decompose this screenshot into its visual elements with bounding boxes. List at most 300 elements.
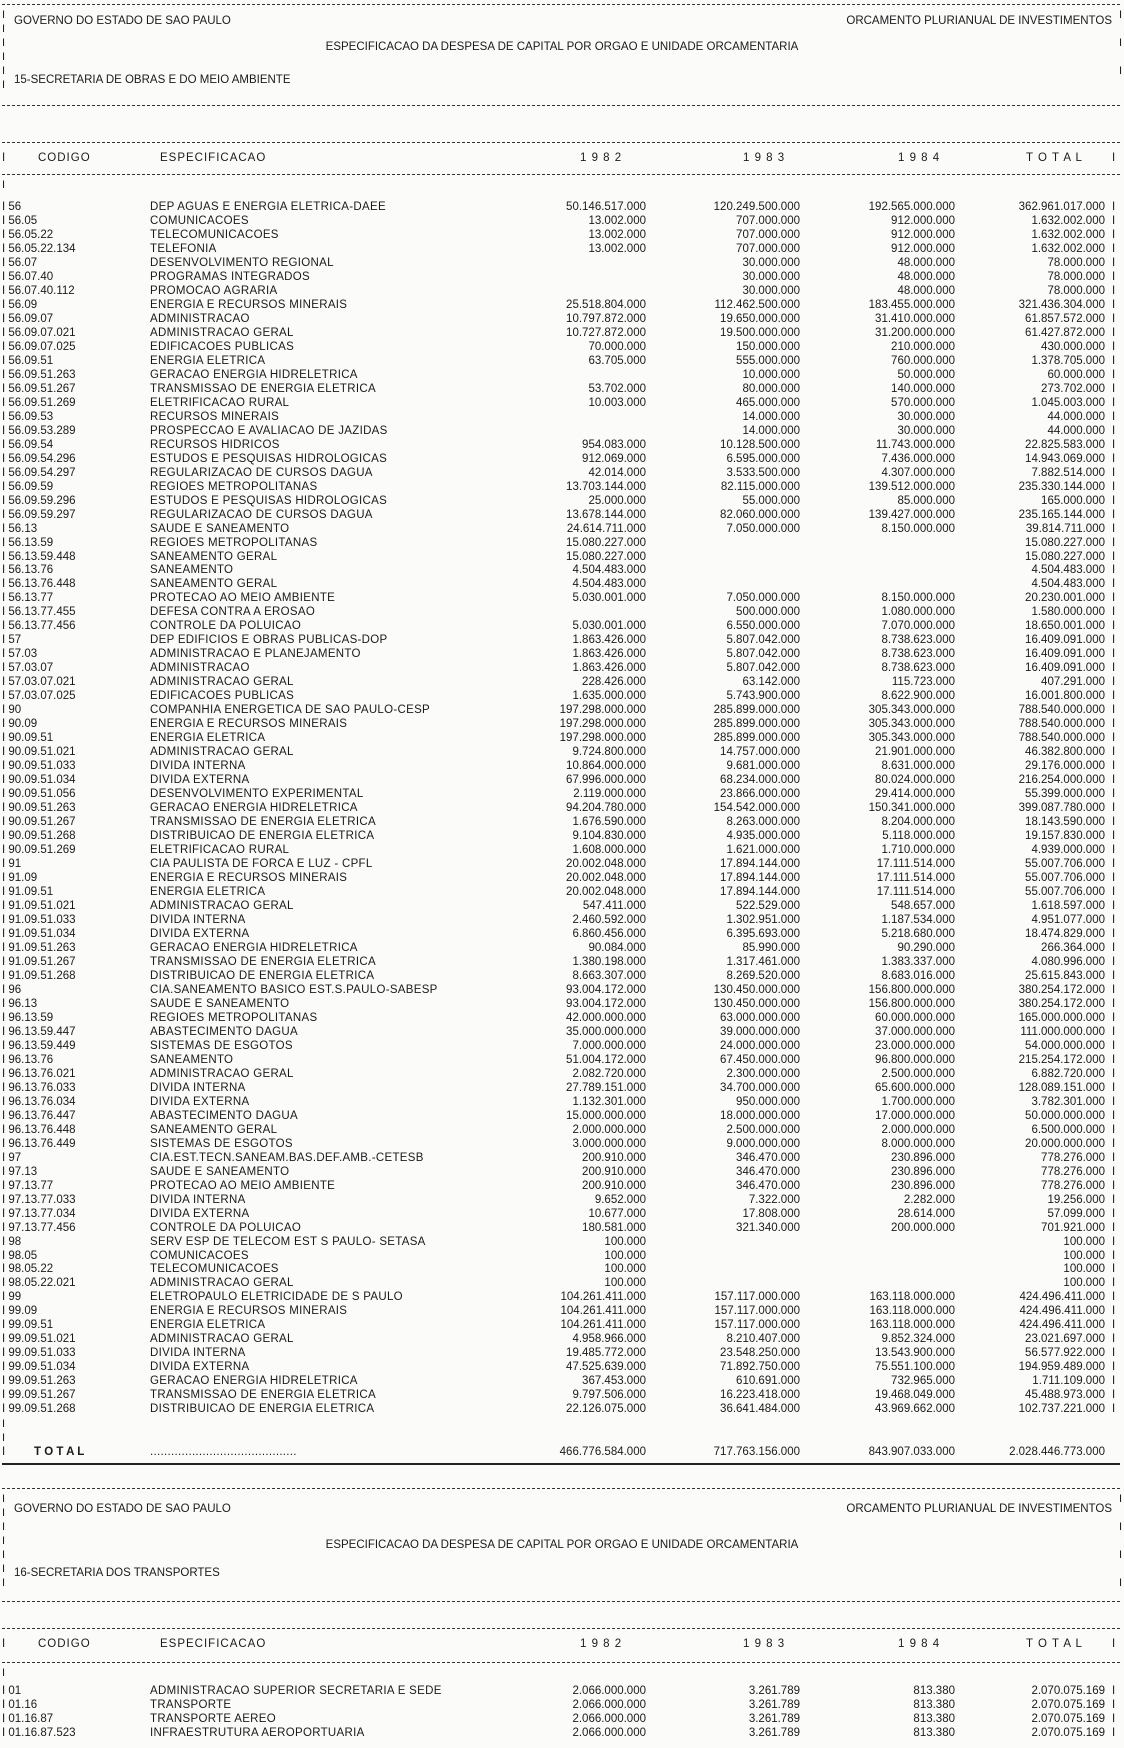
row-1983: 30.000.000 [742,270,800,283]
row-1983: 610.691.000 [736,1375,800,1388]
row-1983: 8.210.407.000 [726,1333,800,1346]
row-1982: 10.727.872.000 [566,326,646,339]
table-row [0,592,1124,606]
border-mark: I [2,1418,6,1431]
bar-mark: I [1112,242,1116,255]
row-1982: 10.864.000.000 [566,760,646,773]
row-1983: 9.681.000.000 [726,760,800,773]
table-row [0,1068,1124,1082]
row-1982: 9.724.800.000 [572,746,646,759]
bar-mark: I [1112,340,1116,353]
row-1984: 96.800.000.000 [875,1053,955,1066]
row-1983: 157.117.000.000 [714,1319,800,1332]
bar-mark: I [1112,1137,1116,1150]
row-especificacao: RECURSOS HIDRICOS [150,438,280,451]
row-1984: 2.000.000.000 [881,1123,955,1136]
row-1984: 912.000.000 [891,214,955,227]
bar-mark: I [1112,1277,1116,1290]
row-1984: 8.738.623.000 [881,634,955,647]
row-1982: 15.000.000.000 [566,1109,646,1122]
border-mark: I [2,1507,6,1519]
row-especificacao: ESTUDOS E PESQUISAS HIDROLOGICAS [150,452,388,465]
row-1984: 7.436.000.000 [881,452,955,465]
row-especificacao: DIVIDA INTERNA [150,913,246,926]
bar-mark: I [1112,1123,1116,1136]
row-1984: 230.896.000 [891,1165,955,1178]
bar-mark: I [1112,494,1116,507]
row-1983: 3.261.789 [748,1685,800,1697]
bar-mark: I [2,1638,7,1650]
border-mark: I [2,37,6,49]
row-especificacao: DIVIDA INTERNA [150,1081,246,1094]
row-1983: 112.462.500.000 [714,298,800,311]
row-1984: 1.700.000.000 [881,1095,955,1108]
row-1984: 200.000.000 [891,1221,955,1234]
row-total: 23.021.697.000 [1025,1333,1105,1346]
table-row [0,439,1124,453]
row-1983: 707.000.000 [736,242,800,255]
row-total: 50.000.000.000 [1025,1109,1105,1122]
row-total: 266.364.000 [1041,941,1105,954]
column-y1982: 1 9 8 2 [580,152,623,164]
bar-mark: I [1112,774,1116,787]
row-1984: 1.187.534.000 [881,913,955,926]
row-1982: 5.030.001.000 [572,592,646,605]
row-especificacao: ENERGIA ELETRICA [150,886,266,899]
header-left: GOVERNO DO ESTADO DE SAO PAULO [14,1503,231,1515]
bar-mark: I [1112,564,1116,577]
row-especificacao: ADMINISTRACAO [150,312,250,325]
row-especificacao: TELECOMUNICACOES [150,228,279,241]
row-code: I 91.09.51 [2,886,54,899]
column-header-row [0,1638,1124,1652]
column-header-row [0,152,1124,166]
row-1984: 17.111.514.000 [876,886,955,899]
row-1983: 8.263.000.000 [726,816,800,829]
row-especificacao: ABASTECIMENTO DAGUA [150,1025,298,1038]
row-especificacao: TRANSMISSAO DE ENERGIA ELETRICA [150,1389,376,1402]
row-1983: 5.743.900.000 [726,690,800,703]
row-total: 44.000.000 [1047,410,1105,423]
bar-mark: I [1112,620,1116,633]
row-especificacao: DIVIDA INTERNA [150,1193,246,1206]
row-1982: 2.066.000.000 [572,1699,646,1711]
row-1982: 70.000.000 [588,340,646,353]
row-1983: 130.450.000.000 [713,997,800,1010]
row-1983: 30.000.000 [742,284,800,297]
row-1984: 163.118.000.000 [869,1305,955,1318]
table-header-border [2,174,1120,175]
row-code: I 56.05.22 [2,228,54,241]
row-1984: 65.600.000.000 [875,1081,955,1094]
row-1983: 555.000.000 [736,354,800,367]
row-total: 215.254.172.000 [1018,1053,1105,1066]
row-code: I 99.09.51.021 [2,1333,76,1346]
row-code: I 99.09.51 [2,1319,54,1332]
row-1984: 29.414.000.000 [875,788,955,801]
row-1984: 37.000.000.000 [875,1025,955,1038]
row-1982: 197.298.000.000 [559,732,646,745]
row-total: 22.825.583.000 [1025,438,1105,451]
row-code: I 98.05 [2,1249,38,1262]
row-1982: 3.000.000.000 [572,1137,646,1150]
row-total: 788.540.000.000 [1018,718,1105,731]
row-1982: 42.014.000 [588,466,646,479]
bar-mark: I [1112,872,1116,885]
table-row [0,1305,1124,1319]
row-code: I 90.09.51.056 [2,788,76,801]
row-1983: 17.808.000 [742,1207,800,1220]
row-code: I 96.13.76.033 [2,1081,76,1094]
table-row [0,397,1124,411]
row-1982: 93.004.172.000 [566,983,646,996]
row-1982: 9.652.000 [594,1193,646,1206]
row-1983: 707.000.000 [736,214,800,227]
table-row [0,1713,1124,1727]
row-especificacao: TRANSMISSAO DE ENERGIA ELETRICA [150,955,376,968]
row-1982: 2.066.000.000 [572,1713,646,1725]
row-code: I 97 [2,1151,22,1164]
row-total: 78.000.000 [1047,284,1105,297]
row-1982: 197.298.000.000 [559,704,646,717]
bar-mark: I [1112,1151,1116,1164]
row-1982: 367.453.000 [582,1375,646,1388]
border-mark: I [2,1549,6,1561]
report-border [2,1601,1120,1602]
row-1982: 2.066.000.000 [572,1685,646,1697]
row-total: 1.378.705.000 [1031,354,1105,367]
row-total: 788.540.000.000 [1018,704,1105,717]
table-row [0,257,1124,271]
bar-mark: I [1112,1319,1116,1332]
row-1984: 305.343.000.000 [868,718,955,731]
row-1982: 25.000.000 [588,494,646,507]
table-row [0,858,1124,872]
row-code: I 90.09.51.034 [2,774,76,787]
row-especificacao: PROMOCAO AGRARIA [150,284,278,297]
row-1983: 63.142.000 [742,676,800,689]
row-especificacao: REGULARIZACAO DE CURSOS DAGUA [150,466,373,479]
row-total: 18.143.590.000 [1025,816,1105,829]
row-1983: 3.261.789 [748,1699,800,1711]
row-code: I 96.13.76.449 [2,1137,76,1150]
row-1983: 17.894.144.000 [720,858,800,871]
row-1984: 8.738.623.000 [881,648,955,661]
border-mark: I [2,1563,6,1575]
row-1982: 1.676.590.000 [572,816,646,829]
table-row [0,1026,1124,1040]
row-1982: 15.080.227.000 [566,550,646,563]
row-code: I 56.05 [2,214,38,227]
bar-mark: I [1112,1347,1116,1360]
row-1984: 19.468.049.000 [875,1389,955,1402]
row-1983: 2.300.000.000 [726,1067,800,1080]
row-1982: 1.380.198.000 [572,955,646,968]
row-code: I 91.09.51.033 [2,913,76,926]
table-row [0,1110,1124,1124]
row-1984: 48.000.000 [897,270,955,283]
row-1983: 522.529.000 [736,900,800,912]
bar-mark: I [1112,1221,1116,1234]
bar-mark: I [1112,1263,1116,1276]
border-mark: I [1118,1577,1122,1589]
table-row [0,551,1124,565]
row-total: 4.504.483.000 [1031,564,1105,577]
column-total: T O T A L [1026,1638,1083,1650]
row-especificacao: DEFESA CONTRA A EROSAO [150,606,316,619]
row-total: 100.000 [1063,1235,1105,1248]
row-especificacao: TELECOMUNICACOES [150,1263,279,1276]
row-code: I 56.13.77.455 [2,606,76,619]
row-code: I 91.09.51.263 [2,941,76,954]
total-row [0,1446,1124,1460]
column-total: T O T A L [1026,152,1083,164]
border-mark: I [1118,1521,1122,1533]
row-1984: 85.000.000 [897,494,955,507]
row-1982: 9.797.506.000 [572,1389,646,1402]
row-1983: 10.128.500.000 [720,438,800,451]
row-total: 18.650.001.000 [1025,620,1105,633]
row-1983: 1.317.461.000 [726,955,800,968]
row-1982: 15.080.227.000 [566,536,646,549]
row-code: I 98 [2,1235,22,1248]
row-total: 16.409.091.000 [1025,648,1105,661]
row-1984: 1.710.000.000 [881,844,955,857]
table-row [0,1096,1124,1110]
table-row [0,1319,1124,1333]
bar-mark: I [1112,1165,1116,1178]
row-1984: 305.343.000.000 [868,704,955,717]
row-code: I 56.13 [2,522,38,535]
total-1984: 843.907.033.000 [868,1446,955,1459]
row-code: I 56.09.54 [2,438,54,451]
row-1982: 10.797.872.000 [566,312,646,325]
row-code: I 91.09.51.268 [2,969,76,982]
total-label: T O T A L [34,1446,85,1459]
table-row [0,229,1124,243]
row-1982: 22.126.075.000 [566,1403,646,1416]
bar-mark: I [1112,690,1116,703]
bar-mark: I [1112,452,1116,465]
bar-mark: I [1112,508,1116,521]
row-1984: 5.118.000.000 [882,830,955,843]
row-1982: 2.066.000.000 [572,1727,646,1739]
row-code: I 98.05.22 [2,1263,54,1276]
bar-mark: I [1112,1067,1116,1080]
table-row [0,1236,1124,1250]
report-title: ESPECIFICACAO DA DESPESA DE CAPITAL POR ORGAO E UNIDADE ORCAMENTARIA [325,41,799,53]
row-1983: 14.000.000 [742,424,800,437]
row-code: I 56.05.22.134 [2,242,76,255]
row-code: I 01.16.87 [2,1713,54,1725]
row-code: I 56.09.53.289 [2,424,76,437]
row-1983: 130.450.000.000 [713,983,800,996]
bar-mark: I [1112,1727,1116,1739]
row-1983: 7.050.000.000 [726,592,800,605]
row-1982: 93.004.172.000 [566,997,646,1010]
row-code: I 57.03.07.021 [2,676,76,689]
row-1982: 53.702.000 [588,382,646,395]
row-1983: 157.117.000.000 [714,1291,800,1304]
row-code: I 56.09.07.025 [2,340,76,353]
row-1984: 813.380 [913,1713,955,1725]
table-row [0,425,1124,439]
row-1983: 71.892.750.000 [720,1361,800,1374]
row-total: 778.276.000 [1041,1151,1105,1164]
row-especificacao: ENERGIA ELETRICA [150,732,266,745]
row-especificacao: REGIOES METROPOLITANAS [150,536,318,549]
bar-mark: I [1112,760,1116,773]
table-row [0,914,1124,928]
row-1984: 210.000.000 [891,340,955,353]
row-1984: 570.000.000 [891,396,955,409]
row-1983: 3.533.500.000 [726,466,800,479]
row-1982: 47.525.639.000 [566,1361,646,1374]
row-especificacao: ENERGIA ELETRICA [150,1319,266,1332]
total-total: 2.028.446.773.000 [1009,1446,1105,1459]
row-total: 235.330.144.000 [1018,480,1105,493]
row-especificacao: DIVIDA INTERNA [150,1347,246,1360]
row-1982: 10.003.000 [588,396,646,409]
row-1982: 27.789.151.000 [566,1081,646,1094]
row-1984: 813.380 [913,1727,955,1739]
row-total: 4.080.996.000 [1031,955,1105,968]
bar-mark: I [1112,788,1116,801]
row-total: 6.500.000.000 [1031,1123,1105,1136]
bar-mark: I [1112,858,1116,871]
table-row [0,564,1124,578]
row-1983: 36.641.484.000 [720,1403,800,1416]
bar-mark: I [1112,1249,1116,1262]
row-code: I 99.09.51.263 [2,1375,76,1388]
row-total: 44.000.000 [1047,424,1105,437]
bar-mark: I [1112,1403,1116,1416]
row-1984: 5.218.680.000 [881,927,955,940]
row-code: I 56.09.51.269 [2,396,76,409]
report-bottom-border [2,1463,1120,1465]
row-total: 3.782.301.000 [1031,1095,1105,1108]
table-row [0,746,1124,760]
row-code: I 91.09.51.267 [2,955,76,968]
row-total: 16.409.091.000 [1025,662,1105,675]
row-1984: 7.070.000.000 [881,620,955,633]
row-code: I 96.13.59 [2,1011,54,1024]
row-code: I 56.13.77 [2,592,54,605]
row-especificacao: ESTUDOS E PESQUISAS HIDROLOGICAS [150,494,388,507]
row-1982: 228.426.000 [582,676,646,689]
row-1984: 17.000.000.000 [875,1109,955,1122]
row-code: I 90.09.51.263 [2,802,76,815]
row-1983: 5.807.042.000 [726,662,800,675]
row-total: 61.427.872.000 [1025,326,1105,339]
row-1983: 120.249.500.000 [713,201,800,213]
bar-mark: I [1112,955,1116,968]
row-1982: 8.663.307.000 [572,969,646,982]
row-especificacao: ABASTECIMENTO DAGUA [150,1109,298,1122]
table-row [0,1347,1124,1361]
row-1984: 21.901.000.000 [875,746,955,759]
row-code: I 97.13.77.033 [2,1193,76,1206]
row-1984: 9.852.324.000 [881,1333,955,1346]
row-1982: 4.958.966.000 [572,1333,646,1346]
row-especificacao: ADMINISTRACAO GERAL [150,676,294,689]
row-1983: 6.595.000.000 [726,452,800,465]
row-especificacao: DESENVOLVIMENTO REGIONAL [150,256,334,269]
row-code: I 56 [2,201,22,213]
row-1982: 180.581.000 [582,1221,646,1234]
bar-mark: I [1112,312,1116,325]
bar-mark: I [1112,1025,1116,1038]
row-1982: 547.411.000 [582,900,646,912]
row-total: 2.070.075.169 [1031,1685,1105,1697]
row-1984: 8.150.000.000 [881,522,955,535]
header-right: ORCAMENTO PLURIANUAL DE INVESTIMENTOS [846,1503,1112,1515]
row-especificacao: ADMINISTRACAO E PLANEJAMENTO [150,648,361,661]
row-1983: 82.115.000.000 [720,480,800,493]
row-code: I 96.13.76.021 [2,1067,76,1080]
row-code: I 01 [2,1685,22,1697]
border-mark: I [2,51,6,63]
row-code: I 90.09.51.267 [2,816,76,829]
row-total: 25.615.843.000 [1025,969,1105,982]
row-especificacao: SISTEMAS DE ESGOTOS [150,1039,293,1052]
bar-mark: I [1112,1638,1117,1650]
row-especificacao: SISTEMAS DE ESGOTOS [150,1137,293,1150]
row-1984: 139.512.000.000 [868,480,955,493]
table-row [0,1727,1124,1741]
row-total: 1.632.002.000 [1031,228,1105,241]
bar-mark: I [1112,1361,1116,1374]
column-y1983: 1 9 8 3 [743,152,786,164]
table-row [0,1263,1124,1277]
row-1983: 5.807.042.000 [726,634,800,647]
bar-mark: I [1112,1291,1116,1304]
row-1982: 4.504.483.000 [572,578,646,591]
row-code: I 96.13.76.447 [2,1109,76,1122]
row-1982: 63.705.000 [588,354,646,367]
row-especificacao: TRANSPORTE [150,1699,232,1711]
border-mark: I [2,1493,6,1505]
table-row [0,467,1124,481]
row-especificacao: GERACAO ENERGIA HIDRELETRICA [150,368,358,381]
row-code: I 99 [2,1291,22,1304]
row-1984: 183.455.000.000 [868,298,955,311]
row-1984: 912.000.000 [891,242,955,255]
bar-mark: I [1112,578,1116,591]
table-row [0,998,1124,1012]
bar-mark: I [1112,676,1116,689]
bar-mark: I [1112,830,1116,843]
bar-mark: I [1112,1713,1116,1725]
table-row [0,1389,1124,1403]
bar-mark: I [1112,522,1116,535]
row-1983: 68.234.000.000 [720,774,800,787]
table-row [0,201,1124,215]
row-especificacao: ELETRIFICACAO RURAL [150,396,290,409]
row-especificacao: DIVIDA INTERNA [150,760,246,773]
row-code: I 57.03.07.025 [2,690,76,703]
row-1984: 48.000.000 [897,284,955,297]
row-especificacao: CONTROLE DA POLUICAO [150,620,302,633]
row-1982: 13.002.000 [588,214,646,227]
row-1984: 140.000.000 [891,382,955,395]
table-row [0,1403,1124,1417]
row-code: I 98.05.22.021 [2,1277,76,1290]
bar-mark: I [1112,648,1116,661]
row-total: 54.000.000.000 [1025,1039,1105,1052]
row-code: I 97.13.77 [2,1179,54,1192]
row-1983: 157.117.000.000 [714,1305,800,1318]
